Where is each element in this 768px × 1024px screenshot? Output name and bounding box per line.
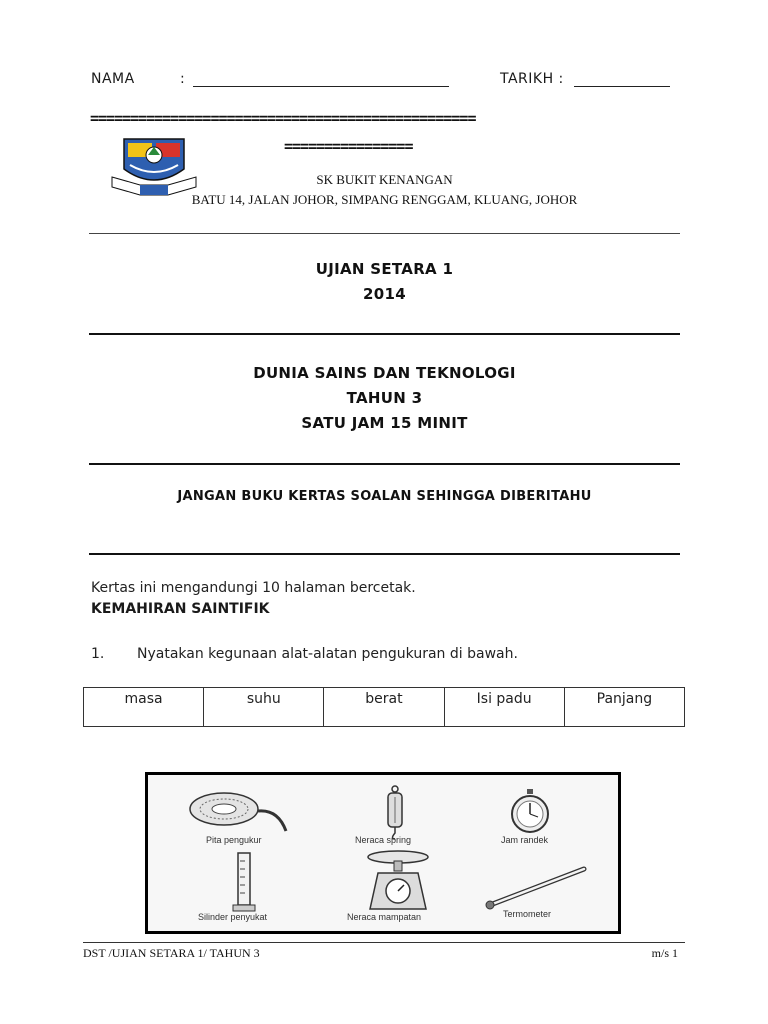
name-label: NAMA xyxy=(91,71,135,87)
subject-name: DUNIA SAINS DAN TEKNOLOGI xyxy=(253,364,516,382)
date-field[interactable] xyxy=(574,86,670,87)
cylinder-caption: Silinder penyukat xyxy=(198,912,268,922)
school-name: SK BUKIT KENANGAN xyxy=(316,172,453,187)
subject-duration: SATU JAM 15 MINIT xyxy=(301,414,468,432)
instruction: JANGAN BUKU KERTAS SOALAN SEHINGGA DIBERITAHU xyxy=(177,489,592,504)
table-cell: Panjang xyxy=(564,688,684,727)
exam-title: UJIAN SETARA 1 xyxy=(315,260,454,278)
compression-scale-icon xyxy=(362,849,434,915)
pages-note: Kertas ini mengandungi 10 halaman bercetak. xyxy=(91,580,416,596)
table-row xyxy=(84,688,685,727)
separator-line: ================================================ xyxy=(90,109,476,127)
exam-year: 2014 xyxy=(363,285,406,303)
section-title: KEMAHIRAN SAINTIFIK xyxy=(91,601,270,617)
thermometer-caption: Termometer xyxy=(503,909,552,919)
table-cell: masa xyxy=(84,688,204,727)
spring-caption: Neraca spring xyxy=(355,835,412,845)
divider xyxy=(89,333,680,335)
divider xyxy=(89,463,680,465)
divider xyxy=(89,553,680,555)
page-number: m/s 1 xyxy=(651,946,678,960)
spring-balance-icon xyxy=(380,785,410,841)
stopwatch-caption: Jam randek xyxy=(501,835,549,845)
footer-left: DST /UJIAN SETARA 1/ TAHUN 3 xyxy=(83,946,260,960)
name-colon: : xyxy=(180,71,186,87)
tape-caption: Pita pengukur xyxy=(206,835,262,845)
tools-picture xyxy=(145,772,621,934)
separator-line-2: ================ xyxy=(284,137,413,155)
footer-divider xyxy=(83,942,685,943)
question-text: Nyatakan kegunaan alat-alatan pengukuran di bawah. xyxy=(137,646,518,662)
school-address: BATU 14, JALAN JOHOR, SIMPANG RENGGAM, KLUANG, JOHOR xyxy=(191,192,578,207)
units-table xyxy=(83,687,685,727)
table-cell: berat xyxy=(324,688,444,727)
name-field[interactable] xyxy=(193,86,449,87)
subject-grade: TAHUN 3 xyxy=(346,389,423,407)
divider xyxy=(89,233,680,234)
table-cell: suhu xyxy=(204,688,324,727)
thermometer-icon xyxy=(484,865,594,911)
stopwatch-icon xyxy=(508,787,552,835)
question-number: 1. xyxy=(91,646,105,662)
date-label: TARIKH : xyxy=(500,71,564,87)
scale-caption: Neraca mampatan xyxy=(347,912,422,922)
table-cell: Isi padu xyxy=(444,688,564,727)
measuring-cylinder-icon xyxy=(232,851,256,913)
tape-measure-icon xyxy=(186,787,296,837)
